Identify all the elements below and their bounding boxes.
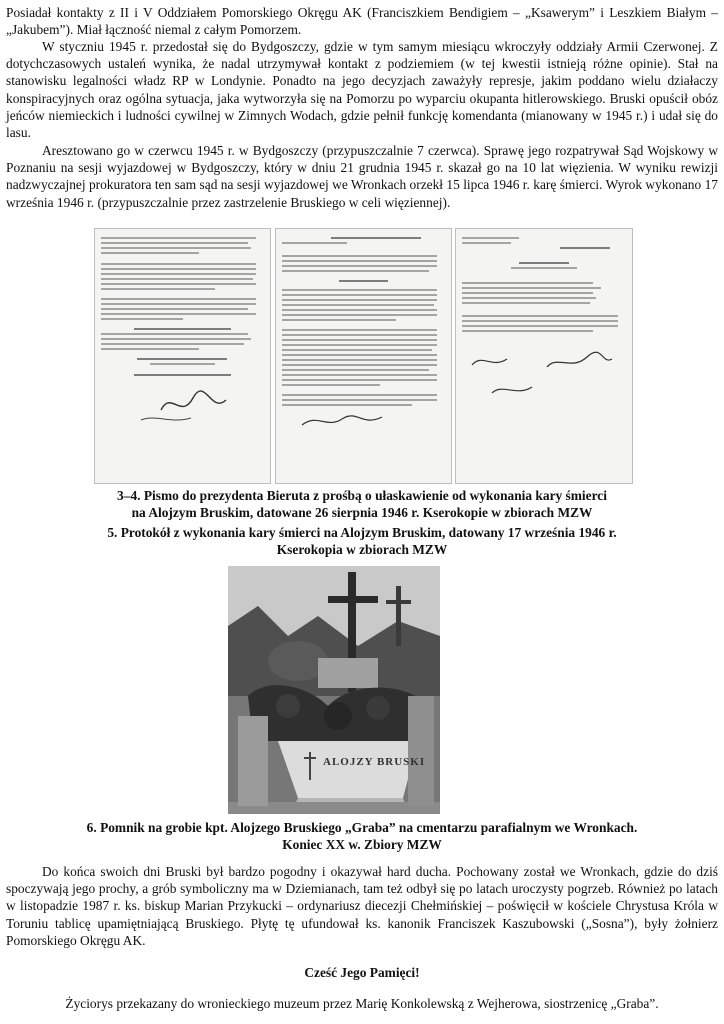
caption-line: 6. Pomnik na grobie kpt. Alojzego Bruskiego „Graba” na cmentarzu parafialnym we Wronkach. bbox=[86, 820, 638, 835]
caption-line: 3–4. Pismo do prezydenta Bieruta z prośbą o ułaskawienie od wykonania kary śmierci bbox=[117, 488, 607, 503]
closing-phrase: Cześć Jego Pamięci! bbox=[304, 965, 420, 980]
grave-inscription: ALOJZY BRUSKI bbox=[323, 756, 426, 768]
caption-figure-6 bbox=[0, 819, 724, 853]
paragraph-contacts: Posiadał kontakty z II i V Oddziałem Pomorskiego Okręgu AK (Franciszkiem Bendigiem – „Ksawerym” i Leszkiem Białym – „Jakubem”). Miał łączność niemal z całym Pomorzem. bbox=[6, 5, 718, 38]
grave-photo-illustration bbox=[228, 566, 440, 814]
grave-photo bbox=[228, 566, 440, 814]
caption-line: Koniec XX w. Zbiory MZW bbox=[282, 837, 442, 852]
paragraph-burial: Do końca swoich dni Bruski był bardzo pogodny i okazywał hard ducha. Pochowany został we Wronkach, gdzie do dziś spoczywają jego prochy, a grób symboliczny ma w Dziemianach, tam też odbył się po latach uroczysty pogrzeb. Również po latach w listopadzie 1987 r. ks. biskup Marian Przykucki – ordynariusz diecezji Chełmińskiej – poświęcił w kościele Chrystusa Króla w Toruniu tablicę upamiętniającą Bruskiego. Płytę tę ufundował ks. kanonik Franciszek Kaszubowski („Sosna”), były żołnierz Pomorskiego Okręgu AK. bbox=[6, 864, 718, 948]
signature-scribble bbox=[101, 380, 261, 426]
document-scan-5 bbox=[455, 228, 633, 484]
caption-figure-5 bbox=[0, 524, 724, 558]
caption-line: 5. Protokół z wykonania kary śmierci na Alojzym Bruskim, datowany 17 września 1946 r. bbox=[107, 525, 617, 540]
paragraph-arrest: Aresztowano go w czerwcu 1945 r. w Bydgoszczy (przypuszczalnie 7 czerwca). Sprawę jego rozpatrywał Sąd Wojskowy w Poznaniu na sesji wyjazdowej w Bydgoszczy, który w dniu 21 grudnia 1945 r. skazał go na 10 lat więzienia. W wyniku rewizji nadzwyczajnej prokuratora ten sam sąd na sesji wyjazdowej we Wronkach orzekł 15 lipca 1946 r. karę śmierci. Wyrok wykonano 17 września 1946 r. (przypuszczalnie przez zastrzelenie Bruskiego w celi więziennej). bbox=[6, 143, 718, 210]
paragraph-bydgoszcz: W styczniu 1945 r. przedostał się do Bydgoszczy, gdzie w tym samym miesiącu wkroczyły oddziały Armii Czerwonej. Z dotychczasowych ustaleń wynika, że nadal utrzymywał kontakt z podziemiem (w tej kwestii istnieją różne opinie). Stał na stanowisku legalności władz RP w Londynie. Ponadto na jego decyzjach zaważyły represje, jakim poddano wielu działaczy konspiracyjnych oraz ogólna sytuacja, jaka wytworzyła się na Pomorzu po wyparciu okupanta hitlerowskiego. Bruski opuścił obóz jeńców niemieckich i ludności cywilnej w Zimnych Wodach, gdzie pełnił funkcję komendanta (mianowany w 1945 r.) i udał się do lasu. bbox=[6, 39, 718, 141]
caption-figures-3-4 bbox=[0, 487, 724, 521]
caption-line: Kserokopia w zbiorach MZW bbox=[276, 542, 448, 557]
document-scan-4 bbox=[275, 228, 452, 484]
footer-note: Życiorys przekazany do wronieckiego muzeum przez Marię Konkolewską z Wejherowa, siostrzenicę „Graba”. bbox=[65, 996, 659, 1011]
document-scan-3 bbox=[94, 228, 271, 484]
caption-line: na Alojzym Bruskim, datowane 26 sierpnia 1946 r. Kserokopie w zbiorach MZW bbox=[131, 505, 593, 520]
signatures-block bbox=[462, 345, 622, 405]
signature-scribble-2 bbox=[282, 409, 442, 433]
